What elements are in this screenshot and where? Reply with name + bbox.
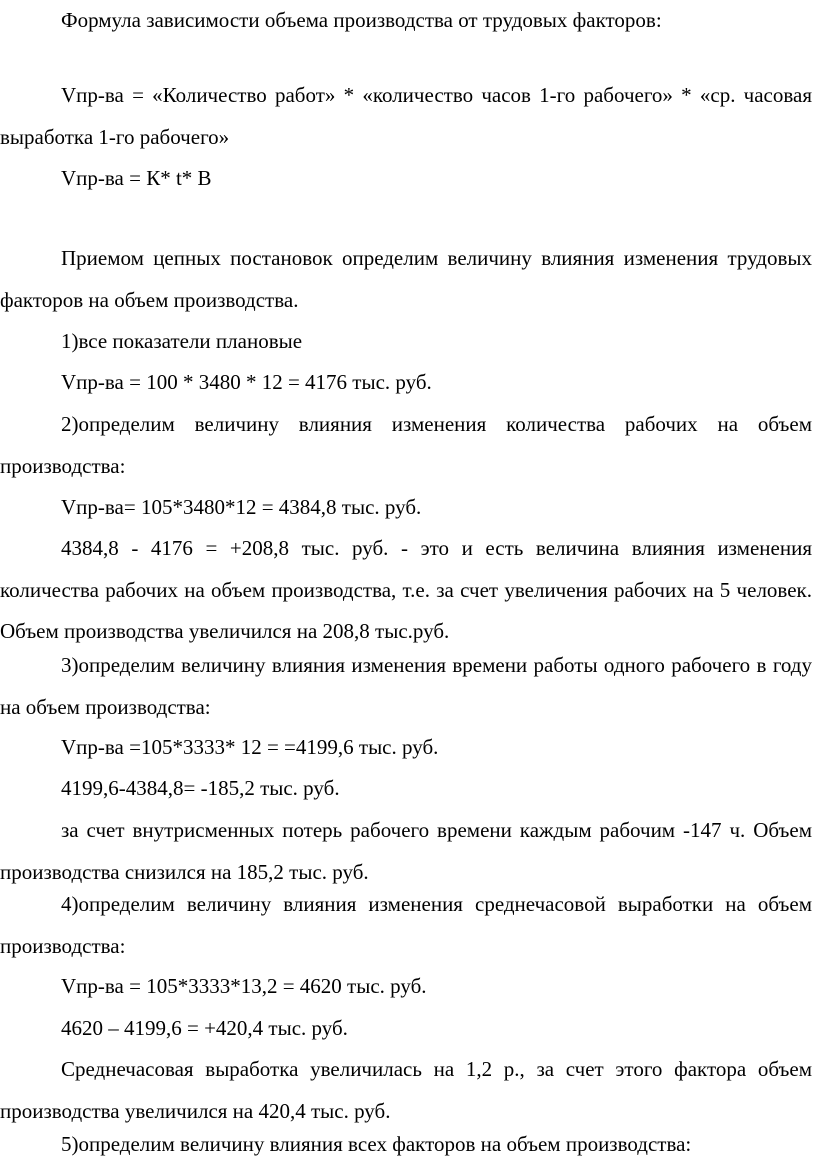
paragraph-formula-words: Vпр-ва = «Количество работ» * «количество часов 1-го рабочего» * «ср. часовая выработка 1-го рабочего»	[0, 83, 812, 149]
paragraph-step-3-calc: Vпр-ва =105*3333* 12 = =4199,6 тыс. руб.	[61, 735, 439, 759]
blank-line	[0, 199, 812, 240]
paragraph-step-2-calc: Vпр-ва= 105*3480*12 = 4384,8 тыс. руб.	[61, 495, 422, 519]
paragraph-formula-title: Формула зависимости объема производства от трудовых факторов:	[61, 8, 662, 32]
paragraph-step-4-result: Среднечасовая выработка увеличилась на 1,2 р., за счет этого фактора объем производства увеличился на 420,4 тыс. руб.	[0, 1057, 812, 1123]
paragraph-step-3-title: 3)определим величину влияния изменения времени работы одного рабочего в году на объем производства:	[0, 653, 812, 719]
paragraph-method-intro: Приемом цепных постановок определим величину влияния изменения трудовых факторов на объем производства.	[0, 246, 812, 312]
paragraph-step-1-title: 1)все показатели плановые	[61, 329, 303, 353]
paragraph-step-3-result: за счет внутрисменных потерь рабочего времени каждым рабочим -147 ч. Объем производства снизился на 185,2 тыс. руб.	[0, 818, 812, 884]
paragraph-step-5-title: 5)определим величину влияния всех факторов на объем производства:	[61, 1132, 692, 1156]
paragraph-step-4-title: 4)определим величину влияния изменения среднечасовой выработки на объем производства:	[0, 892, 812, 958]
paragraph-step-4-calc: Vпр-ва = 105*3333*13,2 = 4620 тыс. руб.	[61, 974, 427, 998]
paragraph-step-3-difference: 4199,6-4384,8= -185,2 тыс. руб.	[61, 776, 340, 800]
paragraph-step-2-result: 4384,8 - 4176 = +208,8 тыс. руб. - это и есть величина влияния изменения количества рабочих на объем производства, т.е. за счет увеличения рабочих на 5 человек. Объем производства увеличился на 208,8 тыс.руб.	[0, 536, 812, 643]
paragraph-step-1-calc: Vпр-ва = 100 * 3480 * 12 = 4176 тыс. руб.	[61, 370, 432, 394]
paragraph-formula-symbols: Vпр-ва = К* t* B	[61, 166, 212, 190]
paragraph-step-4-difference: 4620 – 4199,6 = +420,4 тыс. руб.	[61, 1016, 348, 1040]
paragraph-step-2-title: 2)определим величину влияния изменения количества рабочих на объем производства:	[0, 412, 812, 478]
